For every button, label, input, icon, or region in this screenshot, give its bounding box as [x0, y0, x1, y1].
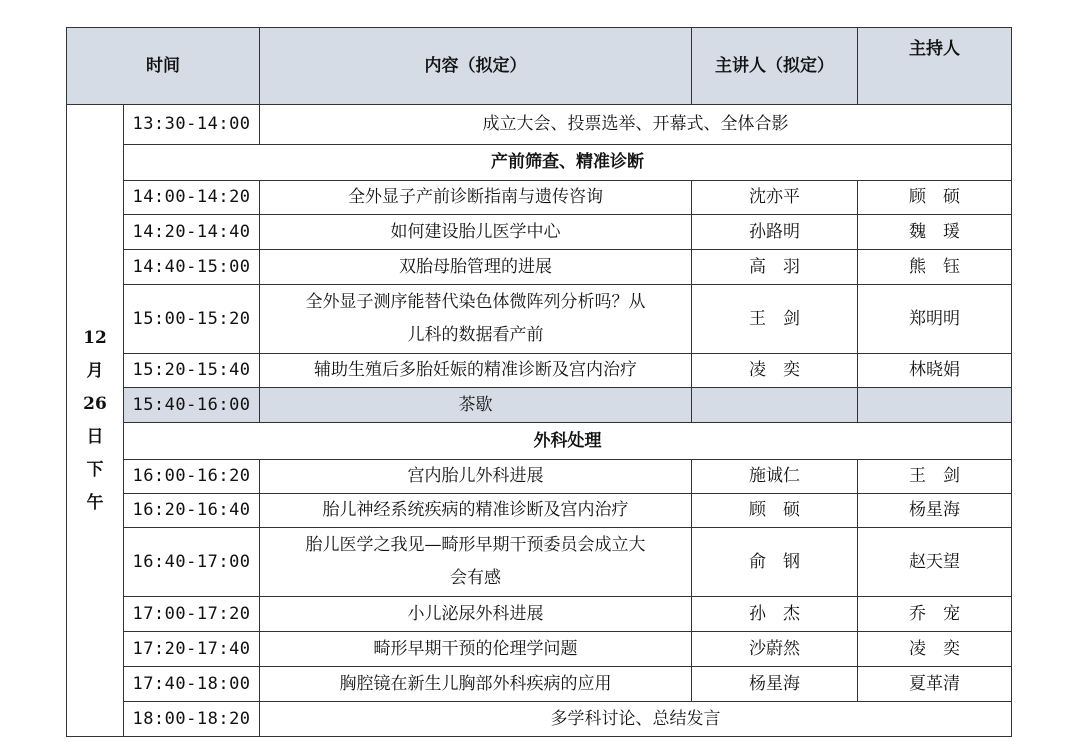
- time-cell: 16:40-17:00: [124, 528, 260, 597]
- table-row: [67, 702, 1012, 737]
- content-line: 儿科的数据看产前: [407, 325, 544, 345]
- content-cell: 全外显子产前诊断指南与遗传咨询: [260, 181, 692, 215]
- section-title: 产前筛查、精准诊断: [124, 145, 1012, 181]
- header-host: 主持人: [858, 28, 1012, 105]
- speaker-cell: 俞 钢: [692, 528, 858, 597]
- speaker-cell: 沙蔚然: [692, 632, 858, 667]
- content-cell: [260, 528, 692, 597]
- speaker-cell: 施诚仁: [692, 460, 858, 494]
- time-cell: 14:00-14:20: [124, 181, 260, 215]
- content-cell: 畸形早期干预的伦理学问题: [260, 632, 692, 667]
- content-cell: 辅助生殖后多胎妊娠的精准诊断及宫内治疗: [260, 354, 692, 388]
- content-line: 全外显子测序能替代染色体微阵列分析吗？从: [305, 292, 646, 312]
- host-cell: 夏革清: [858, 667, 1012, 702]
- content-cell: 双胎母胎管理的进展: [260, 250, 692, 285]
- content-cell: [260, 285, 692, 354]
- date-char: 26: [83, 393, 107, 414]
- table-row: [67, 667, 1012, 702]
- table-row: [67, 181, 1012, 215]
- date-char: 日: [86, 426, 104, 447]
- date-char: 月: [86, 360, 104, 381]
- speaker-cell: 王 剑: [692, 285, 858, 354]
- content-cell: 胸腔镜在新生儿胸部外科疾病的应用: [260, 667, 692, 702]
- content-cell: 成立大会、投票选举、开幕式、全体合影: [260, 105, 1012, 145]
- time-cell: 16:20-16:40: [124, 494, 260, 528]
- table-row: [67, 250, 1012, 285]
- date-cell: [67, 105, 124, 737]
- header-content: 内容（拟定）: [260, 28, 692, 105]
- break-row: [67, 388, 1012, 423]
- time-cell: 17:00-17:20: [124, 597, 260, 632]
- header-row: [67, 28, 1012, 105]
- speaker-cell: 沈亦平: [692, 181, 858, 215]
- table-row: [67, 632, 1012, 667]
- table-row: [67, 215, 1012, 250]
- content-line: 胎儿医学之我见—畸形早期干预委员会成立大: [305, 535, 646, 555]
- speaker-cell: [692, 388, 858, 423]
- section-title: 外科处理: [124, 423, 1012, 460]
- speaker-cell: 孙路明: [692, 215, 858, 250]
- content-cell: 多学科讨论、总结发言: [260, 702, 1012, 737]
- table-row: [67, 528, 1012, 597]
- table-row: [67, 460, 1012, 494]
- section-row: [67, 145, 1012, 181]
- host-cell: 凌 奕: [858, 632, 1012, 667]
- speaker-cell: 高 羽: [692, 250, 858, 285]
- host-cell: 王 剑: [858, 460, 1012, 494]
- table-row: [67, 494, 1012, 528]
- host-cell: 乔 宠: [858, 597, 1012, 632]
- time-cell: 15:40-16:00: [124, 388, 260, 423]
- table-row: [67, 597, 1012, 632]
- host-cell: 杨星海: [858, 494, 1012, 528]
- host-cell: 熊 钰: [858, 250, 1012, 285]
- speaker-cell: 凌 奕: [692, 354, 858, 388]
- content-cell: 如何建设胎儿医学中心: [260, 215, 692, 250]
- time-cell: 17:40-18:00: [124, 667, 260, 702]
- speaker-cell: 顾 硕: [692, 494, 858, 528]
- speaker-cell: 杨星海: [692, 667, 858, 702]
- time-cell: 18:00-18:20: [124, 702, 260, 737]
- header-speaker: 主讲人（拟定）: [692, 28, 858, 105]
- time-cell: 15:20-15:40: [124, 354, 260, 388]
- content-cell: 小儿泌尿外科进展: [260, 597, 692, 632]
- header-time: 时间: [67, 28, 260, 105]
- host-cell: 魏 瑗: [858, 215, 1012, 250]
- time-cell: 14:40-15:00: [124, 250, 260, 285]
- time-cell: 15:00-15:20: [124, 285, 260, 354]
- content-cell: 宫内胎儿外科进展: [260, 460, 692, 494]
- table-row: [67, 354, 1012, 388]
- host-cell: 赵天望: [858, 528, 1012, 597]
- date-char: 午: [86, 492, 104, 513]
- time-cell: 14:20-14:40: [124, 215, 260, 250]
- content-cell: 胎儿神经系统疾病的精准诊断及宫内治疗: [260, 494, 692, 528]
- speaker-cell: 孙 杰: [692, 597, 858, 632]
- host-cell: 顾 硕: [858, 181, 1012, 215]
- host-cell: 郑明明: [858, 285, 1012, 354]
- date-char: 下: [86, 459, 104, 480]
- section-row: [67, 423, 1012, 460]
- date-char: 12: [83, 327, 107, 348]
- content-cell: 茶歇: [260, 388, 692, 423]
- host-cell: [858, 388, 1012, 423]
- host-cell: 林晓娟: [858, 354, 1012, 388]
- time-cell: 16:00-16:20: [124, 460, 260, 494]
- table-row: [67, 285, 1012, 354]
- table-row: [67, 105, 1012, 145]
- time-cell: 17:20-17:40: [124, 632, 260, 667]
- time-cell: 13:30-14:00: [124, 105, 260, 145]
- schedule-table: [66, 27, 1012, 737]
- content-line: 会有感: [450, 568, 501, 588]
